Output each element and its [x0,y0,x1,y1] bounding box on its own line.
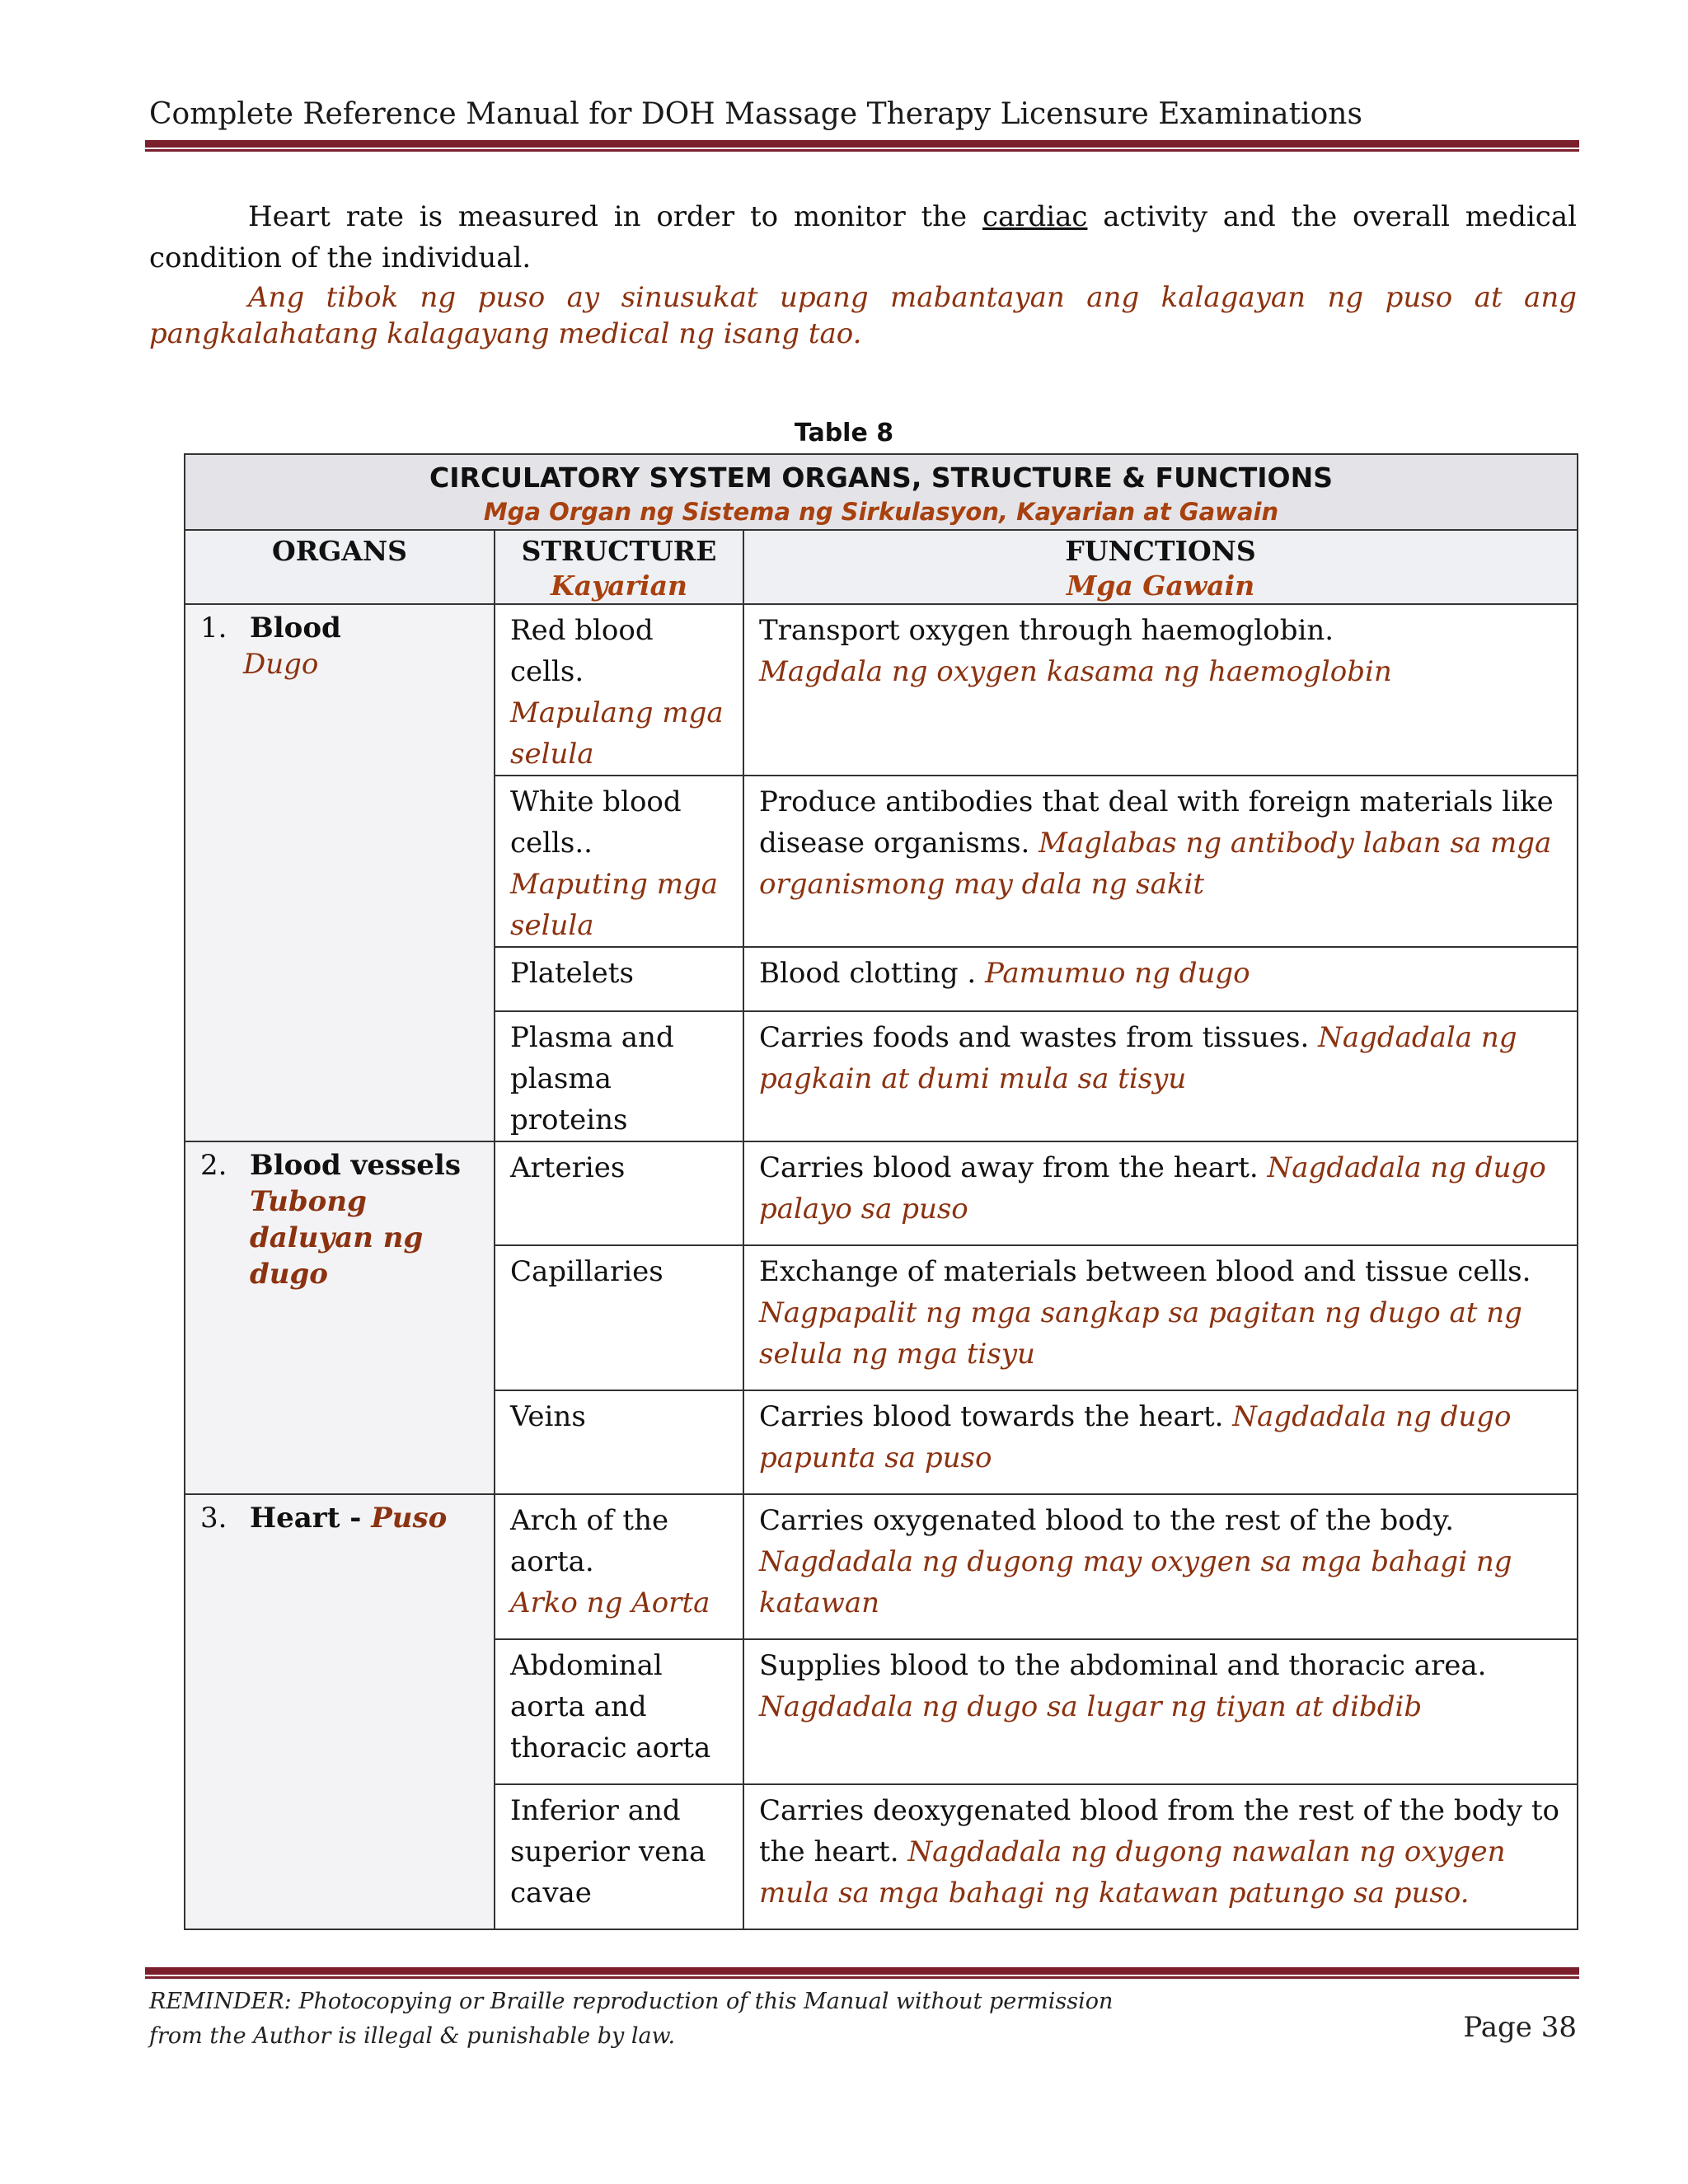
structure-cell: Platelets [495,947,743,1011]
col-header-organs: ORGANS [185,530,495,604]
structure-cell: Inferior and superior vena cavae [495,1784,743,1929]
header-rule-thin [145,149,1579,152]
function-cell: Blood clotting . Pamumuo ng dugo [743,947,1578,1011]
function-cell: Exchange of materials between blood and tissue cells. Nagpapalit ng mga sangkap sa pagitan ng dugo at ng selula ng mga tisyu [743,1245,1578,1390]
function-cell: Carries oxygenated blood to the rest of the body. Nagdadala ng dugong may oxygen sa mga bahagi ng katawan [743,1494,1578,1639]
function-cell: Produce antibodies that deal with foreign materials like disease organisms. Maglabas ng antibody laban sa mga organismong may dala ng sakit [743,776,1578,947]
cardiac-term: cardiac [982,200,1088,233]
table-caption: Table 8 [794,419,894,448]
page-header-title: Complete Reference Manual for DOH Massage Therapy Licensure Examinations [149,97,1362,131]
function-cell: Supplies blood to the abdominal and thoracic area. Nagdadala ng dugo sa lugar ng tiyan at dibdib [743,1639,1578,1784]
page-number: Page 38 [1463,2011,1577,2044]
function-cell: Carries blood towards the heart. Nagdadala ng dugo papunta sa puso [743,1390,1578,1494]
function-cell: Carries deoxygenated blood from the rest of the body to the heart. Nagdadala ng dugong nawalan ng oxygen mula sa mga bahagi ng katawan patungo sa puso. [743,1784,1578,1929]
intro-paragraph-english: Heart rate is measured in order to monitor the cardiac activity and the overall medical condition of the individual. [149,200,1577,274]
table-row [185,1141,1578,1245]
footer-rule [145,1967,1579,1975]
structure-cell: Capillaries [495,1245,743,1390]
footer-reminder: REMINDER: Photocopying or Braille reproduction of this Manual without permission from the Author is illegal & punishable by law. [149,1989,1114,2049]
organ-heart: 3. Heart - Puso [185,1494,495,1929]
intro-paragraph-tagalog: Ang tibok ng puso ay sinusukat upang mabantayan ang kalagayan ng puso at ang pangkalahatang kalagayang medical ng isang tao. [149,281,1577,350]
function-cell: Carries foods and wastes from tissues. Nagdadala ng pagkain at dumi mula sa tisyu [743,1011,1578,1141]
table-row [185,1494,1578,1639]
structure-cell: Red blood cells. Mapulang mga selula [495,604,743,776]
structure-cell: Arteries [495,1141,743,1245]
col-header-structure: STRUCTURE Kayarian [495,530,743,604]
col-header-functions: FUNCTIONS Mga Gawain [743,530,1578,604]
table-title-tagalog: Mga Organ ng Sistema ng Sirkulasyon, Kayarian at Gawain [483,498,1279,526]
header-rule [145,140,1579,148]
table-title [185,454,1578,530]
function-cell: Transport oxygen through haemoglobin. Magdala ng oxygen kasama ng haemoglobin [743,604,1578,776]
organ-blood: 1. Blood Dugo [185,604,495,1141]
structure-cell: Veins [495,1390,743,1494]
structure-cell: Abdominal aorta and thoracic aorta [495,1639,743,1784]
footer-rule-thin [145,1976,1579,1979]
table-row [185,604,1578,776]
structure-cell: Arch of the aorta. Arko ng Aorta [495,1494,743,1639]
structure-cell: White blood cells.. Maputing mga selula [495,776,743,947]
circulatory-table [184,453,1578,1930]
function-cell: Carries blood away from the heart. Nagdadala ng dugo palayo sa puso [743,1141,1578,1245]
table-title-english: CIRCULATORY SYSTEM ORGANS, STRUCTURE & FUNCTIONS [429,462,1333,494]
structure-cell: Plasma and plasma proteins [495,1011,743,1141]
organ-blood-vessels: 2. Blood vessels Tubong daluyan ng dugo [185,1141,495,1494]
